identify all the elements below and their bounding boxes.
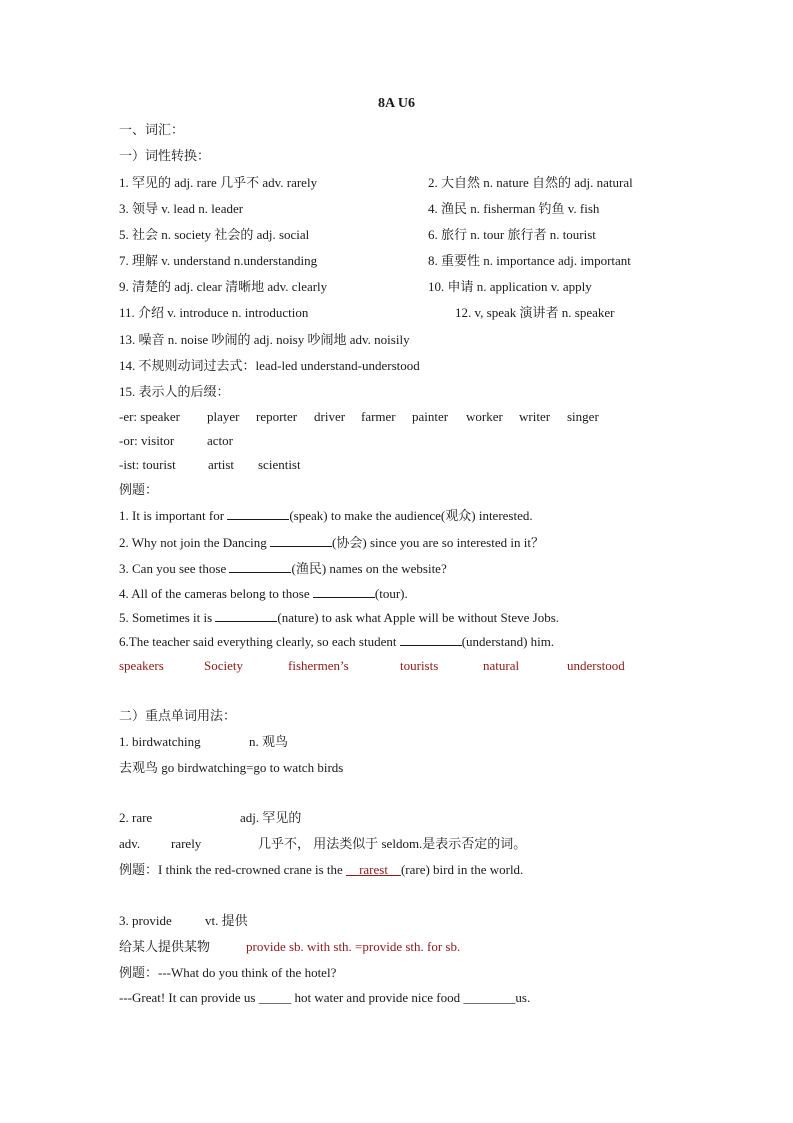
section-vocabulary-heading: 一、词汇： — [119, 122, 185, 137]
suffix-er-word: reporter — [256, 409, 298, 424]
word-3-usage-label: 给某人提供某物 — [119, 939, 211, 954]
suffix-or-word: actor — [207, 433, 233, 448]
exercise-text: 6.The teacher said everything clearly, so each student — [119, 634, 400, 649]
vocab-item-7: 7. 理解 v. understand n.understanding — [119, 253, 318, 268]
suffix-or-label: -or: visitor — [119, 433, 175, 448]
vocab-item-12: 12. v, speak 演讲者 n. speaker — [455, 305, 615, 320]
answer-blank[interactable] — [313, 585, 375, 598]
suffix-er-word: worker — [466, 409, 503, 424]
word-3-headword: 3. provide — [119, 913, 172, 928]
answer-key-item: Society — [204, 658, 243, 673]
examples-label: 例题： — [119, 482, 159, 497]
answer-blank[interactable] — [227, 507, 289, 520]
suffix-ist-word: artist — [208, 457, 234, 472]
example-text: 例题：I think the red-crowned crane is the — [119, 862, 347, 877]
word-2-adv-form: rarely — [171, 836, 202, 851]
word-1-headword: 1. birdwatching — [119, 734, 201, 749]
vocab-item-5: 5. 社会 n. society 社会的 adj. social — [119, 227, 310, 242]
suffix-er-word: farmer — [361, 409, 396, 424]
suffix-ist-word: scientist — [258, 457, 301, 472]
answer-blank[interactable] — [400, 633, 462, 646]
vocab-item-4: 4. 渔民 n. fisherman 钓鱼 v. fish — [428, 201, 600, 216]
exercise-3 — [119, 560, 447, 577]
exercise-text: (协会) since you are so interested in it？ — [332, 535, 544, 550]
example-text: hot water and provide nice food — [291, 990, 464, 1005]
answer-key-item: speakers — [119, 658, 164, 673]
answer-blank[interactable]: ________ — [463, 990, 516, 1005]
word-2-headword: 2. rare — [119, 810, 153, 825]
vocab-item-9: 9. 清楚的 adj. clear 清晰地 adv. clearly — [119, 279, 328, 294]
example-text: (rare) bird in the world. — [400, 862, 524, 877]
exercise-text: 3. Can you see those — [119, 561, 230, 576]
suffix-ist-label: -ist: tourist — [119, 457, 176, 472]
vocab-item-6: 6. 旅行 n. tour 旅行者 n. tourist — [428, 227, 596, 242]
exercise-text: 2. Why not join the Dancing — [119, 535, 271, 550]
exercise-5 — [119, 609, 559, 626]
exercise-text: (speak) to make the audience(观众) interested. — [289, 508, 533, 523]
example-text: ---Great! It can provide us — [119, 990, 259, 1005]
suffix-er-word: painter — [412, 409, 449, 424]
word-3-part-of-speech: vt. 提供 — [205, 913, 248, 928]
word-3-example-answer — [119, 989, 530, 1006]
exercise-text: 1. It is important for — [119, 508, 228, 523]
exercise-text: (understand) him. — [461, 634, 555, 649]
word-2-meaning: 几乎不， 用法类似于 seldom.是表示否定的词。 — [258, 836, 527, 851]
word-3-usage: provide sb. with sth. =provide sth. for sb. — [246, 939, 461, 954]
word-1-part-of-speech: n. 观鸟 — [249, 734, 289, 749]
word-3-example-question: 例题：---What do you think of the hotel? — [119, 965, 337, 980]
exercise-text: (nature) to ask what Apple will be without Steve Jobs. — [277, 610, 560, 625]
answer-blank[interactable] — [215, 609, 277, 622]
vocab-item-3: 3. 领导 v. lead n. leader — [119, 201, 244, 216]
subsection-word-forms-heading: 一）词性转换： — [119, 148, 211, 163]
suffix-er-word: writer — [519, 409, 551, 424]
vocab-item-10: 10. 申请 n. application v. apply — [428, 279, 592, 294]
answer-blank[interactable]: _____ — [258, 990, 292, 1005]
example-answer: __rarest__ — [346, 862, 401, 877]
exercise-text: 5. Sometimes it is — [119, 610, 216, 625]
answer-blank[interactable] — [229, 560, 291, 573]
vocab-item-8: 8. 重要性 n. importance adj. important — [428, 253, 631, 268]
suffix-er-word: driver — [314, 409, 346, 424]
answer-key-item: understood — [567, 658, 625, 673]
suffix-er-word: player — [207, 409, 240, 424]
exercise-text: (tour). — [374, 586, 408, 601]
answer-key-item: fishermen’s — [288, 658, 349, 673]
example-text: us. — [515, 990, 531, 1005]
answer-key-item: natural — [483, 658, 520, 673]
exercise-6 — [119, 633, 554, 650]
exercise-text: (渔民) names on the website? — [291, 561, 447, 576]
exercise-4 — [119, 585, 408, 602]
word-1-usage: 去观鸟 go birdwatching=go to watch birds — [119, 760, 344, 775]
answer-key-item: tourists — [400, 658, 439, 673]
word-2-part-of-speech: adj. 罕见的 — [240, 810, 302, 825]
word-2-adv-label: adv. — [119, 836, 141, 851]
page-title: 8A U6 — [378, 96, 415, 111]
vocab-item-13: 13. 噪音 n. noise 吵闹的 adj. noisy 吵闹地 adv. noisily — [119, 332, 410, 347]
vocab-item-11: 11. 介绍 v. introduce n. introduction — [119, 305, 309, 320]
vocab-item-1: 1. 罕见的 adj. rare 几乎不 adv. rarely — [119, 175, 318, 190]
suffix-er-word: singer — [567, 409, 599, 424]
exercise-2 — [119, 534, 544, 551]
subsection-key-words-heading: 二）重点单词用法： — [119, 708, 237, 723]
word-2-example — [119, 861, 523, 878]
exercise-1 — [119, 507, 533, 524]
vocab-item-14: 14. 不规则动词过去式：lead-led understand-understood — [119, 358, 420, 373]
answer-blank[interactable] — [270, 534, 332, 547]
suffix-er-label: -er: speaker — [119, 409, 180, 424]
vocab-item-15: 15. 表示人的后缀： — [119, 384, 230, 399]
exercise-text: 4. All of the cameras belong to those — [119, 586, 313, 601]
vocab-item-2: 2. 大自然 n. nature 自然的 adj. natural — [428, 175, 633, 190]
